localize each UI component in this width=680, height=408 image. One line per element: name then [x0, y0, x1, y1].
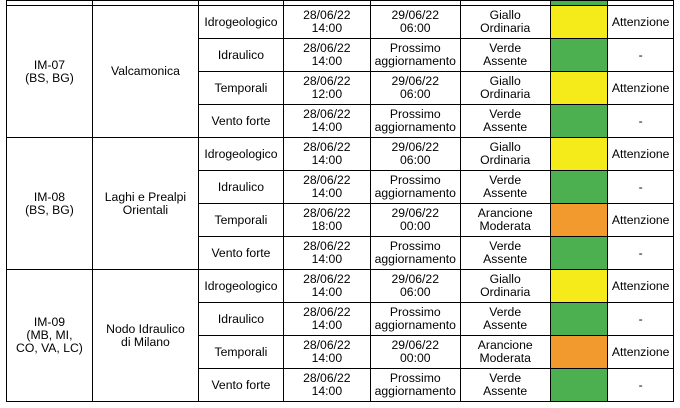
alert-color-swatch — [551, 204, 608, 236]
zone-cell — [7, 6, 93, 138]
cell-text-line: 14:00 — [311, 351, 343, 365]
alert-level-cell — [460, 369, 550, 402]
alert-level-cell — [460, 303, 550, 336]
cell-text-line: Orientali — [122, 202, 169, 217]
cell-text-line: 14:00 — [311, 186, 343, 200]
risk-cell: Idraulico — [199, 39, 284, 72]
alert-color-swatch — [551, 237, 608, 269]
cell-text-line: Verde — [489, 173, 522, 187]
cell-text-line: Assente — [483, 384, 528, 398]
cell-text-line: Verde — [489, 371, 522, 385]
cell-text-line: 29/06/22 — [391, 272, 439, 286]
risk-cell: Idrogeologico — [199, 270, 284, 303]
alert-level-cell — [460, 39, 550, 72]
phase-cell: Attenzione — [608, 6, 674, 39]
alert-table-body — [7, 1, 674, 402]
cell-text-line: 12:00 — [311, 87, 343, 101]
risk-cell: Idraulico — [199, 303, 284, 336]
cell-text-line: Arancione — [477, 338, 533, 352]
alert-level-cell — [460, 105, 550, 138]
cell-text-line: Verde — [489, 107, 522, 121]
risk-cell: Vento forte — [199, 369, 284, 402]
alert-color-swatch — [551, 138, 608, 170]
alert-level-cell — [460, 270, 550, 303]
risk-cell: Temporali — [199, 72, 284, 105]
cell-text-line: 28/06/22 — [303, 173, 351, 187]
cell-text-line: Nodo Idraulico — [106, 321, 185, 336]
phase-cell: Attenzione — [608, 270, 674, 303]
cell-text-line: Laghi e Prealpi — [104, 189, 187, 204]
alert-color-cell — [550, 171, 608, 204]
phase-cell: - — [608, 237, 674, 270]
risk-cell: Idrogeologico — [199, 6, 284, 39]
risk-cell: Temporali — [199, 204, 284, 237]
cell-text-line: 06:00 — [400, 153, 431, 167]
start-time-cell — [283, 39, 370, 72]
cell-text-line: Prossimo — [389, 41, 441, 55]
cell-text-line: Moderata — [479, 219, 531, 233]
alert-color-swatch — [551, 369, 608, 401]
cell-text-line: aggiornamento — [374, 318, 456, 332]
cell-text-line: 28/06/22 — [303, 371, 351, 385]
cell-text-line: 14:00 — [311, 318, 343, 332]
alert-color-cell — [550, 336, 608, 369]
cell-text-line: CO, VA, LC) — [16, 341, 83, 355]
alert-color-swatch — [551, 39, 608, 71]
cell-text-line: (BS, BG) — [25, 202, 74, 217]
cell-text-line: 28/06/22 — [303, 41, 351, 55]
risk-cell: Idrogeologico — [199, 138, 284, 171]
cell-text-line: aggiornamento — [374, 54, 456, 68]
phase-cell: - — [608, 171, 674, 204]
phase-cell: - — [608, 369, 674, 402]
area-cell — [92, 138, 198, 270]
cell-text-line: Prossimo — [389, 107, 441, 121]
cell-text-line: Prossimo — [389, 173, 441, 187]
area-cell — [92, 270, 198, 402]
cell-text-line: Prossimo — [389, 305, 441, 319]
alert-level-cell — [460, 237, 550, 270]
cell-text-line: (BS, BG) — [25, 70, 74, 85]
alert-table — [6, 0, 674, 402]
cell-text-line: Assente — [483, 120, 528, 134]
cell-text-line: (MB, MI, — [26, 328, 73, 342]
cell-text-line: 28/06/22 — [303, 140, 351, 154]
cell-text-line: Arancione — [477, 206, 533, 220]
table-row — [7, 138, 674, 171]
end-time-cell — [370, 6, 460, 39]
risk-cell: Temporali — [199, 336, 284, 369]
cell-text-line: 06:00 — [400, 87, 431, 101]
risk-cell: Idraulico — [199, 171, 284, 204]
cell-text-line: Assente — [483, 54, 528, 68]
cell-text-line: Giallo — [489, 74, 521, 88]
cell-text-line: Assente — [483, 186, 528, 200]
cell-text-line: IM-09 — [33, 315, 66, 329]
start-time-cell — [283, 270, 370, 303]
cell-text-line: 29/06/22 — [391, 74, 439, 88]
start-time-cell — [283, 6, 370, 39]
phase-cell: Attenzione — [608, 72, 674, 105]
alert-level-cell — [460, 171, 550, 204]
start-time-cell — [283, 237, 370, 270]
cell-text-line: 28/06/22 — [303, 206, 351, 220]
end-time-cell — [370, 336, 460, 369]
alert-color-cell — [550, 303, 608, 336]
cell-text-line: 14:00 — [311, 153, 343, 167]
cell-text-line: IM-08 — [33, 189, 66, 204]
end-time-cell — [370, 303, 460, 336]
color-swatch — [551, 1, 608, 5]
end-time-cell — [370, 237, 460, 270]
cell-text-line: 06:00 — [400, 285, 431, 299]
phase-cell: Attenzione — [608, 138, 674, 171]
cell-text-line: Assente — [483, 252, 528, 266]
cell-text-line: 28/06/22 — [303, 239, 351, 253]
cell-text-line: aggiornamento — [374, 186, 456, 200]
phase-cell: Attenzione — [608, 204, 674, 237]
cell-text-line: 18:00 — [311, 219, 343, 233]
alert-color-cell — [550, 237, 608, 270]
end-time-cell — [370, 138, 460, 171]
cell-text-line: aggiornamento — [374, 384, 456, 398]
cell-text-line: Moderata — [479, 351, 531, 365]
risk-cell: Vento forte — [199, 105, 284, 138]
end-time-cell — [370, 72, 460, 105]
alert-color-cell — [550, 105, 608, 138]
table-row — [7, 6, 674, 39]
cell-text-line: Giallo — [489, 8, 521, 22]
cell-text-line: Ordinaria — [480, 87, 531, 101]
alert-color-cell — [550, 270, 608, 303]
end-time-cell — [370, 369, 460, 402]
cell-text-line: Verde — [489, 239, 522, 253]
zone-cell — [7, 270, 93, 402]
risk-cell: Vento forte — [199, 237, 284, 270]
start-time-cell — [283, 369, 370, 402]
cell-text-line: 28/06/22 — [303, 338, 351, 352]
cell-text-line: 14:00 — [311, 21, 343, 35]
start-time-cell — [283, 204, 370, 237]
start-time-cell — [283, 72, 370, 105]
alert-color-swatch — [551, 303, 608, 335]
end-time-cell — [370, 39, 460, 72]
zone-cell — [7, 138, 93, 270]
cell-text-line: 06:00 — [400, 21, 431, 35]
cell-text-line: 28/06/22 — [303, 74, 351, 88]
alert-level-cell — [460, 72, 550, 105]
start-time-cell — [283, 336, 370, 369]
cell-text-line: aggiornamento — [374, 252, 456, 266]
cell-text-line: 14:00 — [311, 285, 343, 299]
alert-color-cell — [550, 39, 608, 72]
start-time-cell — [283, 138, 370, 171]
cell-text-line: 14:00 — [311, 252, 343, 266]
alert-color-cell — [550, 204, 608, 237]
cell-text-line: 28/06/22 — [303, 305, 351, 319]
cell-text-line: 29/06/22 — [391, 206, 439, 220]
cell-text-line: 29/06/22 — [391, 338, 439, 352]
cell-text-line: 14:00 — [311, 384, 343, 398]
phase-cell: - — [608, 303, 674, 336]
alert-color-cell — [550, 369, 608, 402]
table-row — [7, 270, 674, 303]
alert-level-cell — [460, 6, 550, 39]
cell-text-line: Ordinaria — [480, 153, 531, 167]
cell-text-line: 14:00 — [311, 120, 343, 134]
cell-text-line: 29/06/22 — [391, 8, 439, 22]
alert-color-swatch — [551, 72, 608, 104]
alert-color-swatch — [551, 105, 608, 137]
cell-text-line: aggiornamento — [374, 120, 456, 134]
cell-text-line: Assente — [483, 318, 528, 332]
cell-text-line: IM-07 — [33, 57, 66, 72]
start-time-cell — [283, 171, 370, 204]
cell-text-line: Giallo — [489, 140, 521, 154]
alert-color-swatch — [551, 336, 608, 368]
alert-color-swatch — [551, 171, 608, 203]
alert-color-cell — [550, 138, 608, 171]
phase-cell: - — [608, 39, 674, 72]
end-time-cell — [370, 105, 460, 138]
phase-cell: - — [608, 105, 674, 138]
cell-text-line: 29/06/22 — [391, 140, 439, 154]
cell-text-line: di Milano — [121, 334, 170, 349]
end-time-cell — [370, 171, 460, 204]
start-time-cell — [283, 105, 370, 138]
cell-text-line: 28/06/22 — [303, 107, 351, 121]
alert-level-cell — [460, 336, 550, 369]
phase-cell: Attenzione — [608, 336, 674, 369]
cell-text-line: Ordinaria — [480, 285, 531, 299]
cell-text-line: Prossimo — [389, 371, 441, 385]
alert-color-swatch — [551, 270, 608, 302]
cell-text-line: 00:00 — [400, 219, 431, 233]
cell-text-line: Verde — [489, 41, 522, 55]
alert-color-cell — [550, 6, 608, 39]
alert-level-cell — [460, 204, 550, 237]
area-cell — [92, 6, 198, 138]
cell-text-line: 28/06/22 — [303, 8, 351, 22]
alert-color-cell — [550, 72, 608, 105]
end-time-cell — [370, 270, 460, 303]
alert-level-cell — [460, 138, 550, 171]
end-time-cell — [370, 204, 460, 237]
cell-text-line: Valcamonica — [111, 64, 180, 78]
alert-color-swatch — [551, 6, 608, 38]
cell-text-line: Prossimo — [389, 239, 441, 253]
cell-text-line: 00:00 — [400, 351, 431, 365]
start-time-cell — [283, 303, 370, 336]
cell-text-line: 28/06/22 — [303, 272, 351, 286]
cell-text-line: Verde — [489, 305, 522, 319]
cell-text-line: Giallo — [489, 272, 521, 286]
cell-text-line: 14:00 — [311, 54, 343, 68]
cell-text-line: Ordinaria — [480, 21, 531, 35]
